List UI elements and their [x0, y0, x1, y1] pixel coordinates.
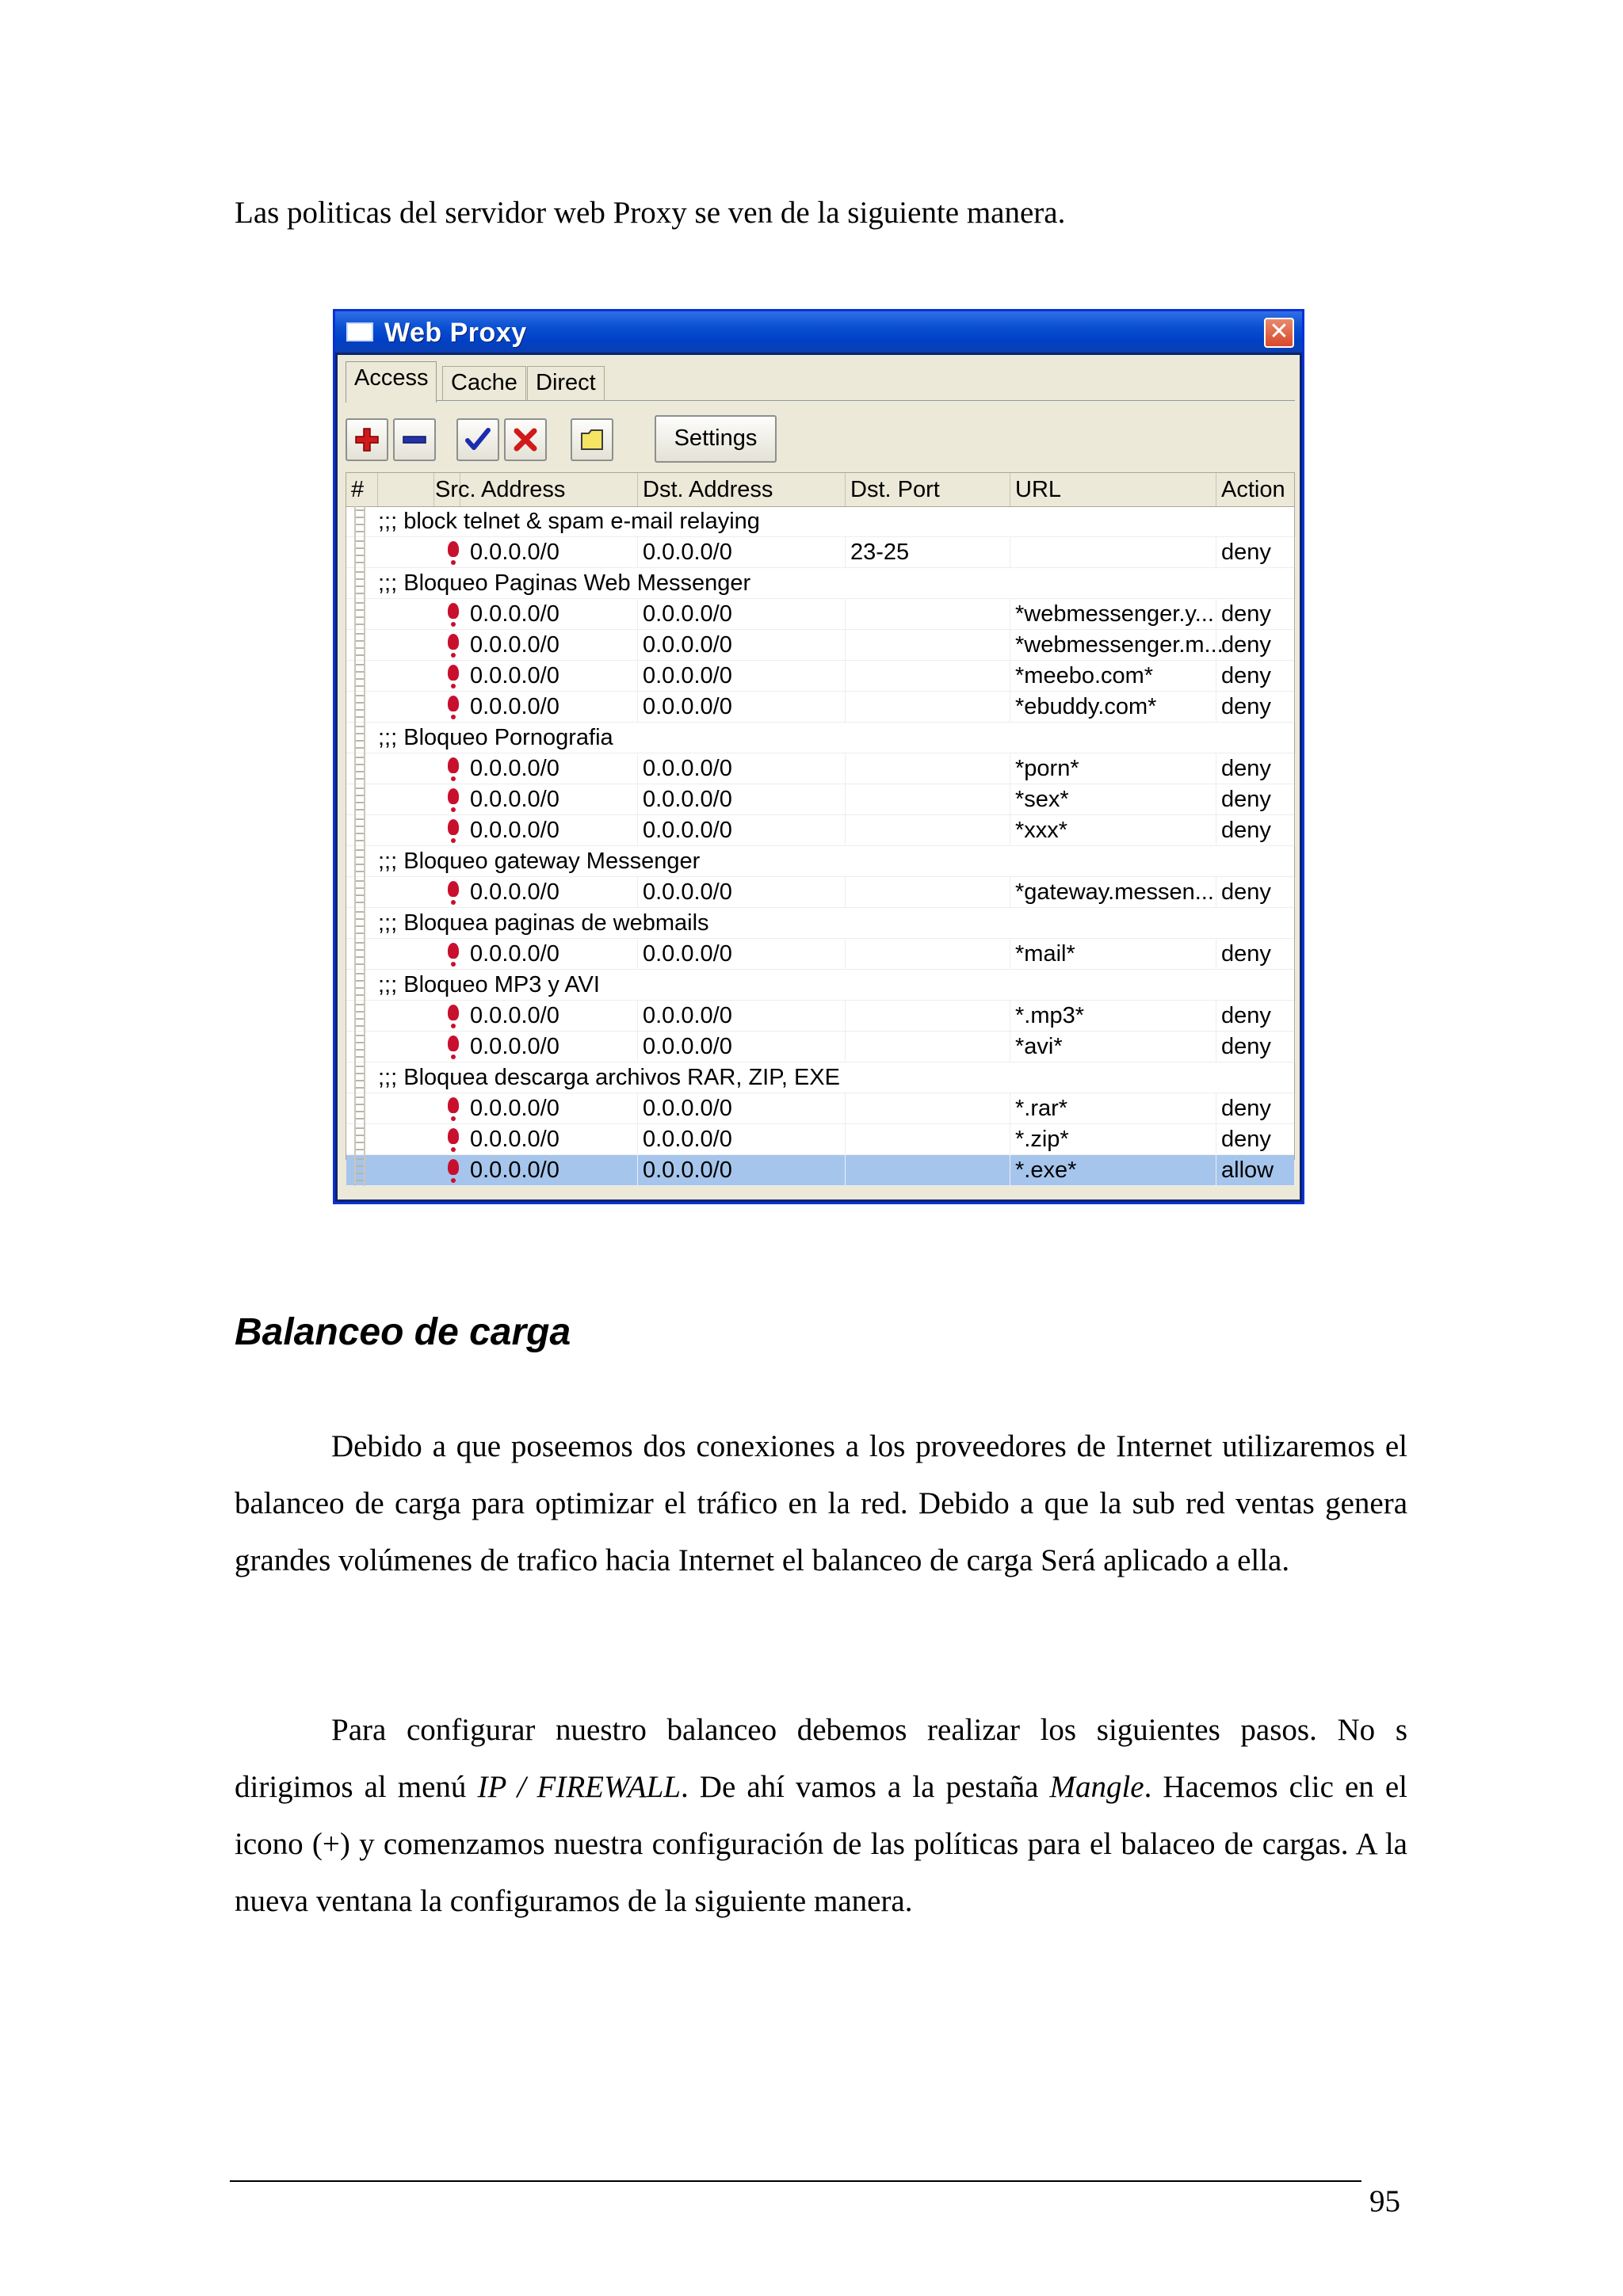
row-handle: [354, 723, 365, 753]
cell-port: [846, 939, 1010, 970]
row-handle: [354, 599, 365, 630]
rule-comment: ;;; Bloqueo gateway Messenger: [378, 849, 701, 874]
cell-src: 0.0.0.0/0: [465, 753, 638, 784]
row-handle: [354, 1155, 365, 1186]
intro-text: Las politicas del servidor web Proxy se ven de la siguiente manera.: [235, 196, 1066, 230]
cell-url: *porn*: [1010, 753, 1216, 784]
table-row[interactable]: [346, 692, 1294, 723]
col-dst-address[interactable]: Dst. Address: [638, 473, 846, 506]
row-handle: [354, 753, 365, 784]
rule-status-icon: [448, 943, 459, 959]
table-row[interactable]: [346, 537, 1294, 568]
cell-dst: 0.0.0.0/0: [638, 1124, 846, 1155]
row-handle: [354, 568, 365, 599]
disable-icon: [506, 420, 545, 460]
comment-button[interactable]: [571, 418, 613, 461]
cell-port: [846, 661, 1010, 692]
comment-row[interactable]: [346, 846, 1294, 877]
cell-url: *.exe*: [1010, 1155, 1216, 1186]
cell-dst: 0.0.0.0/0: [638, 1001, 846, 1032]
cell-port: [846, 599, 1010, 630]
cell-url: *mail*: [1010, 939, 1216, 970]
window-icon: [346, 322, 373, 341]
table-row[interactable]: [346, 753, 1294, 784]
rule-status-icon: [448, 819, 459, 835]
cell-url: *meebo.com*: [1010, 661, 1216, 692]
cell-action: deny: [1216, 692, 1296, 723]
paragraph-2-part3: . Hacemos clic en el icono (+) y comenzamos nuestra configuración de las políticas para el balaceo de cargas. A la nueva ventana la configuramos de la siguiente manera.: [235, 1770, 1407, 1918]
cell-action: deny: [1216, 537, 1296, 568]
cell-port: [846, 753, 1010, 784]
row-handle: [354, 815, 365, 846]
settings-button[interactable]: Settings: [655, 415, 777, 463]
cell-port: [846, 1155, 1010, 1186]
row-handle: [354, 846, 365, 877]
add-icon: [347, 420, 387, 460]
remove-button[interactable]: [393, 418, 436, 461]
rule-status-icon: [448, 1159, 459, 1175]
cell-src: 0.0.0.0/0: [465, 784, 638, 815]
cell-action: deny: [1216, 939, 1296, 970]
tab-access[interactable]: Access: [346, 361, 437, 402]
cell-dst: 0.0.0.0/0: [638, 630, 846, 661]
cell-dst: 0.0.0.0/0: [638, 1093, 846, 1124]
web-proxy-window: [333, 309, 1304, 1204]
add-button[interactable]: [346, 418, 388, 461]
paragraph-2: [235, 1702, 1407, 1930]
row-handle: [354, 939, 365, 970]
table-row[interactable]: [346, 1032, 1294, 1062]
cell-url: *sex*: [1010, 784, 1216, 815]
rule-status-icon: [448, 1128, 459, 1144]
rule-comment: ;;; Bloquea paginas de webmails: [378, 910, 709, 936]
table-row[interactable]: [346, 784, 1294, 815]
cell-src: 0.0.0.0/0: [465, 1001, 638, 1032]
cell-dst: 0.0.0.0/0: [638, 877, 846, 908]
cell-port: [846, 692, 1010, 723]
remove-icon: [395, 420, 434, 460]
rule-status-icon: [448, 1035, 459, 1051]
enable-button[interactable]: [456, 418, 499, 461]
cell-action: deny: [1216, 1032, 1296, 1062]
row-handle: [354, 908, 365, 939]
tab-divider: [346, 400, 1295, 401]
section-heading: Balanceo de carga: [235, 1311, 571, 1353]
rule-status-icon: [448, 881, 459, 897]
cell-src: 0.0.0.0/0: [465, 1032, 638, 1062]
rule-status-icon: [448, 603, 459, 619]
cell-action: deny: [1216, 1001, 1296, 1032]
row-handle: [354, 784, 365, 815]
comment-row[interactable]: [346, 568, 1294, 599]
cell-src: 0.0.0.0/0: [465, 630, 638, 661]
row-handle: [354, 1032, 365, 1062]
window-title: Web Proxy: [384, 318, 527, 348]
cell-action: deny: [1216, 784, 1296, 815]
cell-dst: 0.0.0.0/0: [638, 692, 846, 723]
cell-dst: 0.0.0.0/0: [638, 1155, 846, 1186]
col-action[interactable]: Action: [1221, 477, 1285, 502]
rule-comment: ;;; block telnet & spam e-mail relaying: [378, 509, 760, 534]
menu-path: IP / FIREWALL: [477, 1770, 681, 1804]
row-handle: [354, 1093, 365, 1124]
rule-status-icon: [448, 788, 459, 804]
cell-src: 0.0.0.0/0: [465, 692, 638, 723]
window-body: [338, 355, 1300, 1199]
disable-button[interactable]: [504, 418, 547, 461]
rule-comment: ;;; Bloqueo MP3 y AVI: [378, 972, 600, 997]
cell-action: deny: [1216, 753, 1296, 784]
cell-url: *avi*: [1010, 1032, 1216, 1062]
cell-port: 23-25: [846, 537, 1010, 568]
row-handle: [354, 877, 365, 908]
cell-src: 0.0.0.0/0: [465, 1155, 638, 1186]
table-row[interactable]: [346, 815, 1294, 846]
row-handle: [354, 630, 365, 661]
row-handle: [354, 692, 365, 723]
rule-status-icon: [448, 757, 459, 773]
page-number: 95: [1369, 2184, 1400, 2218]
rule-status-icon: [448, 541, 459, 557]
cell-src: 0.0.0.0/0: [465, 877, 638, 908]
rule-comment: ;;; Bloqueo Pornografia: [378, 725, 613, 750]
table-row[interactable]: [346, 877, 1294, 908]
rule-status-icon: [448, 696, 459, 711]
row-handle: [354, 537, 365, 568]
comment-row[interactable]: [346, 723, 1294, 753]
cell-url: [1010, 537, 1216, 568]
comment-row[interactable]: [346, 506, 1294, 537]
cell-url: *.zip*: [1010, 1124, 1216, 1155]
col-url[interactable]: URL: [1010, 473, 1216, 506]
cell-dst: 0.0.0.0/0: [638, 661, 846, 692]
comment-row[interactable]: [346, 970, 1294, 1001]
cell-url: *webmessenger.y...: [1010, 599, 1216, 630]
rules-table: [346, 472, 1295, 1183]
cell-src: 0.0.0.0/0: [465, 661, 638, 692]
cell-src: 0.0.0.0/0: [465, 1124, 638, 1155]
cell-action: deny: [1216, 877, 1296, 908]
cell-src: 0.0.0.0/0: [465, 599, 638, 630]
paragraph-2-part1: Para configurar nuestro balanceo debemos realizar los siguientes pasos. No s dirigimos al menú: [235, 1713, 1407, 1804]
cell-port: [846, 630, 1010, 661]
cell-dst: 0.0.0.0/0: [638, 1032, 846, 1062]
table-row[interactable]: [346, 599, 1294, 630]
cell-dst: 0.0.0.0/0: [638, 537, 846, 568]
cell-port: [846, 1032, 1010, 1062]
comment-row[interactable]: [346, 908, 1294, 939]
row-handle: [354, 661, 365, 692]
cell-dst: 0.0.0.0/0: [638, 939, 846, 970]
rule-status-icon: [448, 1097, 459, 1113]
cell-action: deny: [1216, 1093, 1296, 1124]
table-row[interactable]: [346, 1124, 1294, 1155]
cell-action: deny: [1216, 815, 1296, 846]
cell-port: [846, 1001, 1010, 1032]
cell-port: [846, 815, 1010, 846]
cell-dst: 0.0.0.0/0: [638, 784, 846, 815]
cell-port: [846, 784, 1010, 815]
paragraph-1: Debido a que poseemos dos conexiones a los proveedores de Internet utilizaremos el balanceo de carga para optimizar el tráfico en la red. Debido a que la sub red ventas genera grandes volúmenes de trafico hacia Internet el balanceo de carga Será aplicado a ella.: [235, 1429, 1407, 1577]
row-handle: [354, 1124, 365, 1155]
comment-row[interactable]: [346, 1062, 1294, 1093]
table-row[interactable]: [346, 1001, 1294, 1032]
tab-cache[interactable]: Cache: [442, 366, 526, 401]
row-handle: [354, 1001, 365, 1032]
cell-src: 0.0.0.0/0: [465, 1093, 638, 1124]
tab-name: Mangle: [1049, 1770, 1144, 1804]
cell-url: *gateway.messen...: [1010, 877, 1216, 908]
cell-action: deny: [1216, 1124, 1296, 1155]
row-handle: [354, 1062, 365, 1093]
col-dst-port[interactable]: Dst. Port: [846, 473, 1010, 506]
cell-action: deny: [1216, 599, 1296, 630]
cell-action: deny: [1216, 630, 1296, 661]
row-handle: [354, 506, 365, 537]
window-titlebar[interactable]: [335, 311, 1302, 353]
close-button[interactable]: ✕: [1264, 318, 1294, 348]
tab-direct[interactable]: Direct: [527, 366, 605, 401]
cell-port: [846, 877, 1010, 908]
rule-status-icon: [448, 665, 459, 681]
table-header: [346, 473, 1294, 507]
cell-src: 0.0.0.0/0: [465, 939, 638, 970]
enable-icon: [458, 420, 498, 460]
table-row[interactable]: [346, 1155, 1294, 1186]
cell-url: *xxx*: [1010, 815, 1216, 846]
cell-url: *.mp3*: [1010, 1001, 1216, 1032]
cell-url: *.rar*: [1010, 1093, 1216, 1124]
cell-dst: 0.0.0.0/0: [638, 815, 846, 846]
cell-src: 0.0.0.0/0: [465, 815, 638, 846]
cell-port: [846, 1124, 1010, 1155]
cell-port: [846, 1093, 1010, 1124]
cell-src: 0.0.0.0/0: [465, 537, 638, 568]
col-number[interactable]: #: [346, 473, 378, 506]
col-src-address[interactable]: Src. Address: [430, 473, 638, 506]
rule-status-icon: [448, 634, 459, 650]
cell-url: *webmessenger.m...: [1010, 630, 1216, 661]
paragraph-2-part2: . De ahí vamos a la pestaña: [680, 1770, 1050, 1804]
rule-comment: ;;; Bloqueo Paginas Web Messenger: [378, 570, 751, 596]
row-handle: [354, 970, 365, 1001]
table-row[interactable]: [346, 661, 1294, 692]
cell-dst: 0.0.0.0/0: [638, 753, 846, 784]
table-row[interactable]: [346, 939, 1294, 970]
cell-url: *ebuddy.com*: [1010, 692, 1216, 723]
cell-action: allow: [1216, 1155, 1296, 1186]
footer-rule: [230, 2180, 1361, 2182]
comment-icon: [572, 420, 612, 460]
table-row[interactable]: [346, 630, 1294, 661]
cell-dst: 0.0.0.0/0: [638, 599, 846, 630]
rule-comment: ;;; Bloquea descarga archivos RAR, ZIP, EXE: [378, 1065, 840, 1090]
table-row[interactable]: [346, 1093, 1294, 1124]
cell-action: deny: [1216, 661, 1296, 692]
rule-status-icon: [448, 1005, 459, 1020]
